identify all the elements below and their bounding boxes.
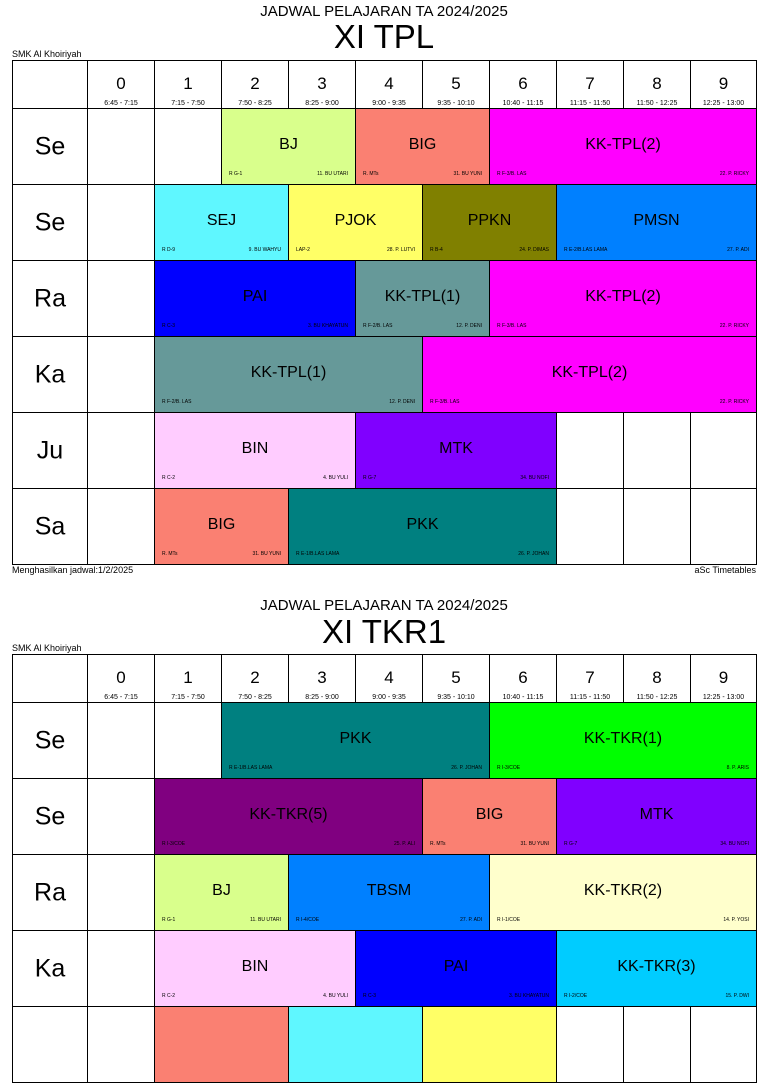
period-number: 5 <box>451 74 461 93</box>
lesson-block[interactable] <box>355 260 490 337</box>
day-cell <box>12 778 88 855</box>
lesson-block[interactable] <box>355 412 557 489</box>
empty-slot <box>87 702 155 779</box>
lesson-subject: BIG <box>207 515 236 533</box>
lesson-block[interactable] <box>422 778 557 855</box>
lesson-subject: KK-TKR(1) <box>583 729 663 747</box>
day-cell <box>12 488 88 565</box>
lesson-room: R F-2/B. LAS <box>363 323 393 329</box>
lesson-subject: KK-TKR(2) <box>583 881 663 899</box>
class-title: XI TPL <box>333 18 435 55</box>
day-cell <box>12 702 88 779</box>
lesson-subject: KK-TKR(5) <box>249 805 328 823</box>
corner-cell <box>12 654 88 703</box>
lesson-teacher: 28. P. LUTVI <box>387 247 415 253</box>
empty-slot <box>154 108 222 185</box>
lesson-teacher: 11. BU UTARI <box>317 171 348 177</box>
period-time: 7:50 - 8:25 <box>238 694 272 701</box>
period-time: 8:25 - 9:00 <box>305 100 339 107</box>
period-number: 4 <box>384 74 394 93</box>
period-header <box>556 60 624 109</box>
lesson-teacher: 22. P. RICKY <box>719 171 749 177</box>
lesson-block[interactable] <box>422 184 557 261</box>
lesson-teacher: 27. P. ADI <box>727 247 749 253</box>
period-header <box>690 60 757 109</box>
lesson-subject: PPKN <box>467 211 512 229</box>
empty-slot <box>87 1006 155 1083</box>
lesson-teacher: 34. BU NOFI <box>720 841 749 847</box>
lesson-subject: BIN <box>241 957 269 975</box>
period-number: 1 <box>183 74 193 93</box>
lesson-teacher: 3. BU KHAYATUN <box>307 323 348 329</box>
empty-slot <box>556 488 624 565</box>
empty-slot <box>154 702 222 779</box>
lesson-teacher: 4. BU YULI <box>323 993 348 999</box>
lesson-room: R. MTs <box>162 551 178 557</box>
day-label: Ka <box>34 954 66 982</box>
period-time: 11:15 - 11:50 <box>569 100 611 107</box>
period-time: 9:35 - 10:10 <box>437 100 475 107</box>
lesson-block[interactable] <box>288 1006 423 1083</box>
period-number: 2 <box>250 668 260 687</box>
empty-slot <box>87 488 155 565</box>
period-header <box>489 654 557 703</box>
lesson-teacher: 8. P. ARIS <box>726 765 749 771</box>
period-header <box>87 654 155 703</box>
lesson-room: R F-3/B. LAS <box>430 399 460 405</box>
lesson-block[interactable] <box>154 1006 289 1083</box>
lesson-teacher: 3. BU KHAYATUN <box>508 993 549 999</box>
lesson-block[interactable] <box>154 336 423 413</box>
period-time: 6:45 - 7:15 <box>104 694 138 701</box>
day-label: Se <box>34 208 66 236</box>
lesson-block[interactable] <box>556 930 757 1007</box>
lesson-subject: SEJ <box>206 211 237 229</box>
lesson-subject: BJ <box>279 135 298 153</box>
lesson-subject: PKK <box>339 729 372 747</box>
lesson-block[interactable] <box>221 108 356 185</box>
lesson-room: R E-2/B.LAS LAMA <box>564 247 608 253</box>
lesson-block[interactable] <box>355 930 557 1007</box>
lesson-room: R I-3/COE <box>162 841 186 847</box>
lesson-block[interactable] <box>288 854 490 931</box>
lesson-block[interactable] <box>154 412 356 489</box>
lesson-room: R E-1/B.LAS LAMA <box>229 765 273 771</box>
lesson-room: R G-7 <box>363 475 377 481</box>
period-time: 11:50 - 12:25 <box>636 100 678 107</box>
lesson-block[interactable] <box>422 336 757 413</box>
lesson-teacher: 26. P. JOHAN <box>451 765 482 771</box>
lesson-teacher: 34. BU NOFI <box>520 475 549 481</box>
period-header <box>355 654 423 703</box>
empty-slot <box>690 412 757 489</box>
period-header <box>623 60 691 109</box>
lesson-room: R E-1/B.LAS LAMA <box>296 551 340 557</box>
lesson-block[interactable] <box>355 108 490 185</box>
lesson-teacher: 11. BU UTARI <box>250 917 281 923</box>
period-number: 9 <box>718 74 729 93</box>
period-time: 9:35 - 10:10 <box>437 694 475 701</box>
period-time: 10:40 - 11:15 <box>502 100 544 107</box>
school-name: SMK Al Khoiriyah <box>12 643 82 653</box>
period-header <box>489 60 557 109</box>
period-time: 11:15 - 11:50 <box>569 694 611 701</box>
document-title: JADWAL PELAJARAN TA 2024/2025 <box>260 597 508 614</box>
empty-slot <box>87 412 155 489</box>
footer-software: aSc Timetables <box>694 565 756 575</box>
lesson-block[interactable] <box>556 184 757 261</box>
period-time: 7:50 - 8:25 <box>238 100 272 107</box>
lesson-teacher: 27. P. ADI <box>460 917 482 923</box>
lesson-room: R C-2 <box>162 475 176 481</box>
lesson-subject: BIN <box>241 439 269 457</box>
lesson-subject: BJ <box>212 881 231 899</box>
lesson-subject: PAI <box>242 287 268 305</box>
day-label: Sa <box>34 512 66 540</box>
lesson-block[interactable] <box>154 184 289 261</box>
period-header <box>288 654 356 703</box>
period-number: 0 <box>116 668 126 687</box>
day-label: Ka <box>34 360 66 388</box>
day-label: Se <box>34 726 66 754</box>
empty-slot <box>87 778 155 855</box>
lesson-room: R G-1 <box>162 917 176 923</box>
period-time: 9:00 - 9:35 <box>372 100 406 107</box>
lesson-block[interactable] <box>556 778 757 855</box>
lesson-subject: BIG <box>475 805 504 823</box>
lesson-subject: PMSN <box>633 211 680 229</box>
lesson-subject: PKK <box>406 515 439 533</box>
period-time: 7:15 - 7:50 <box>171 100 205 107</box>
lesson-teacher: 24. P. DIMAS <box>519 247 549 253</box>
period-time: 11:50 - 12:25 <box>636 694 678 701</box>
period-number: 3 <box>317 74 327 93</box>
day-cell <box>12 260 88 337</box>
lesson-subject: KK-TKR(3) <box>617 957 696 975</box>
period-header <box>154 654 222 703</box>
day-cell <box>12 336 88 413</box>
day-label: Ra <box>34 284 66 312</box>
lesson-block[interactable] <box>288 488 557 565</box>
period-header <box>422 60 490 109</box>
period-number: 7 <box>585 74 595 93</box>
lesson-block[interactable] <box>489 260 757 337</box>
lesson-room: R C-2 <box>162 993 176 999</box>
period-header <box>87 60 155 109</box>
lesson-teacher: 31. BU YUNI <box>252 551 281 557</box>
school-name: SMK Al Khoiriyah <box>12 49 82 59</box>
period-number: 8 <box>652 668 662 687</box>
lesson-room: R I-1/COE <box>497 917 521 923</box>
period-number: 6 <box>518 668 528 687</box>
lesson-block[interactable] <box>489 108 757 185</box>
day-cell <box>12 108 88 185</box>
lesson-subject: TBSM <box>366 881 412 899</box>
lesson-subject: KK-TPL(2) <box>551 363 628 381</box>
day-cell <box>12 1006 88 1083</box>
period-time: 12:25 - 13:00 <box>702 694 745 701</box>
empty-slot <box>87 854 155 931</box>
lesson-block[interactable] <box>221 702 490 779</box>
period-time: 6:45 - 7:15 <box>104 100 138 107</box>
lesson-teacher: 15. P. DWI <box>725 993 749 999</box>
day-cell <box>12 184 88 261</box>
lesson-block[interactable] <box>489 702 757 779</box>
lesson-teacher: 31. BU YUNI <box>453 171 482 177</box>
empty-slot <box>87 108 155 185</box>
empty-slot <box>87 336 155 413</box>
period-time: 9:00 - 9:35 <box>372 694 406 701</box>
period-time: 8:25 - 9:00 <box>305 694 339 701</box>
day-label: Se <box>34 132 66 160</box>
period-header <box>623 654 691 703</box>
lesson-block[interactable] <box>154 854 289 931</box>
empty-slot <box>623 412 691 489</box>
footer-generated: Menghasilkan jadwal:1/2/2025 <box>12 565 134 575</box>
empty-slot <box>556 1006 624 1083</box>
period-header <box>355 60 423 109</box>
lesson-room: R I-2/COE <box>564 993 588 999</box>
period-header <box>221 654 289 703</box>
empty-slot <box>623 488 691 565</box>
period-header <box>690 654 757 703</box>
period-time: 12:25 - 13:00 <box>702 100 745 107</box>
lesson-teacher: 31. BU YUNI <box>520 841 549 847</box>
lesson-room: R. MTs <box>430 841 446 847</box>
lesson-room: R C-3 <box>363 993 377 999</box>
lesson-subject: PAI <box>443 957 469 975</box>
lesson-teacher: 25. P. ALI <box>393 841 415 847</box>
period-number: 8 <box>652 74 662 93</box>
period-number: 7 <box>585 668 595 687</box>
lesson-room: R G-1 <box>229 171 243 177</box>
class-title: XI TKR1 <box>321 613 447 650</box>
lesson-block[interactable] <box>154 778 423 855</box>
lesson-room: LAP-2 <box>296 247 310 253</box>
lesson-subject: KK-TPL(1) <box>250 363 327 381</box>
lesson-room: R I-4/COE <box>296 917 320 923</box>
empty-slot <box>623 1006 691 1083</box>
empty-slot <box>690 488 757 565</box>
lesson-teacher: 22. P. RICKY <box>719 323 749 329</box>
lesson-block[interactable] <box>288 184 423 261</box>
lesson-subject: BIG <box>408 135 437 153</box>
period-number: 4 <box>384 668 394 687</box>
lesson-teacher: 4. BU YULI <box>323 475 348 481</box>
lesson-room: R I-3/COE <box>497 765 521 771</box>
lesson-room: R F-2/B. LAS <box>162 399 192 405</box>
period-header <box>154 60 222 109</box>
period-number: 0 <box>116 74 126 93</box>
lesson-room: R C-3 <box>162 323 176 329</box>
lesson-teacher: 9. BU WAHYU <box>248 247 281 253</box>
lesson-teacher: 22. P. RICKY <box>719 399 749 405</box>
period-number: 9 <box>718 668 729 687</box>
period-header <box>288 60 356 109</box>
period-time: 7:15 - 7:50 <box>171 694 205 701</box>
lesson-block[interactable] <box>489 854 757 931</box>
lesson-teacher: 26. P. JOHAN <box>518 551 549 557</box>
period-header <box>422 654 490 703</box>
lesson-room: R F-3/B. LAS <box>497 323 527 329</box>
lesson-subject: MTK <box>639 805 674 823</box>
day-label: Se <box>34 802 66 830</box>
period-time: 10:40 - 11:15 <box>502 694 544 701</box>
lesson-block[interactable] <box>154 488 289 565</box>
lesson-block[interactable] <box>154 930 356 1007</box>
empty-slot <box>87 260 155 337</box>
lesson-room: R. MTs <box>363 171 379 177</box>
lesson-room: R D-9 <box>162 247 176 253</box>
lesson-room: R F-3/B. LAS <box>497 171 527 177</box>
day-cell <box>12 412 88 489</box>
period-header <box>221 60 289 109</box>
empty-slot <box>87 930 155 1007</box>
corner-cell <box>12 60 88 109</box>
lesson-room: R G-7 <box>564 841 578 847</box>
lesson-subject: PJOK <box>334 211 377 229</box>
lesson-subject: KK-TPL(2) <box>585 135 661 153</box>
document-title: JADWAL PELAJARAN TA 2024/2025 <box>260 3 508 20</box>
lesson-subject: KK-TPL(2) <box>585 287 661 305</box>
day-label: Ju <box>36 436 64 464</box>
empty-slot <box>690 1006 757 1083</box>
day-cell <box>12 854 88 931</box>
lesson-teacher: 12. P. DENI <box>456 323 482 329</box>
lesson-subject: KK-TPL(1) <box>384 287 461 305</box>
period-number: 6 <box>518 74 528 93</box>
period-number: 3 <box>317 668 327 687</box>
lesson-room: R B-4 <box>430 247 443 253</box>
lesson-subject: MTK <box>439 439 473 457</box>
lesson-block[interactable] <box>422 1006 557 1083</box>
day-label: Ra <box>34 878 66 906</box>
period-number: 2 <box>250 74 260 93</box>
lesson-block[interactable] <box>154 260 356 337</box>
empty-slot <box>87 184 155 261</box>
empty-slot <box>556 412 624 489</box>
lesson-teacher: 12. P. DENI <box>389 399 415 405</box>
period-header <box>556 654 624 703</box>
lesson-teacher: 14. P. YOSI <box>723 917 749 923</box>
period-number: 5 <box>451 668 461 687</box>
day-cell <box>12 930 88 1007</box>
period-number: 1 <box>183 668 193 687</box>
